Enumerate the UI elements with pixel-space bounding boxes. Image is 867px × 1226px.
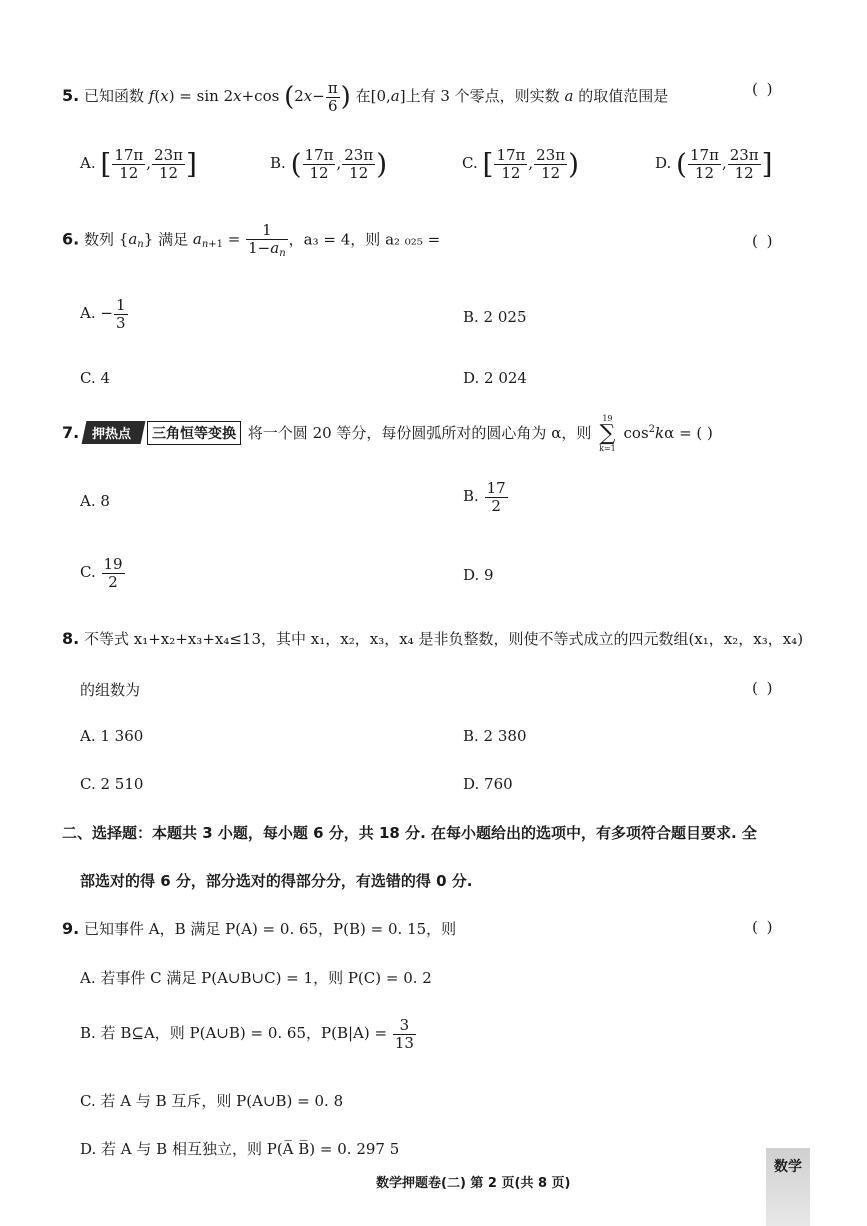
topic-tag: 三角恒等变换	[147, 421, 241, 445]
q8-option-d: D. 760	[463, 775, 513, 793]
stem-mid: 满足	[158, 230, 189, 249]
q8-option-c: C. 2 510	[80, 775, 144, 793]
summation-symbol: 19 ∑ k=1	[599, 414, 616, 453]
question-8-stem-line2: 的组数为	[80, 681, 141, 699]
q9-option-d: D. 若 A 与 B 相互独立，则 P(A̅ B̅) = 0. 297 5	[80, 1140, 400, 1158]
question-8-stem	[62, 628, 803, 649]
section-2-heading-line2: 部选对的得 6 分，部分选对的得部分分，有选错的得 0 分.	[80, 872, 473, 890]
question-9-stem	[62, 918, 456, 939]
q5-option-b: B. ( $\frac{17\pi}{12}$ , $\frac{23\pi}{12}$ )	[270, 146, 388, 182]
page-footer: 数学押题卷(二) 第 2 页(共 8 页)	[376, 1176, 571, 1191]
question-7-stem	[62, 415, 713, 453]
stem-text: 将一个圆 20 等分，每份圆弧所对的圆心角为 α，则	[247, 424, 592, 442]
subject-tab: 数学	[766, 1148, 810, 1226]
stem-tail: = ( )	[679, 424, 713, 442]
q7-option-d: D. 9	[463, 566, 494, 584]
q9-option-c: C. 若 A 与 B 互斥，则 P(A∪B) = 0. 8	[80, 1092, 344, 1110]
q7-option-a: A. 8	[80, 492, 110, 510]
stem-tail: 的取值范围是	[578, 87, 669, 105]
q5-option-a: A. [ $\frac{17\pi}{12}$ , $\frac{23\pi}{12}$ ]	[80, 146, 197, 182]
function-expression: f(x) = sin 2x+cos (2x− $\frac{\pi}{6}$ )	[148, 79, 351, 115]
stem-suffix: ]上有 3 个零点，则实数	[399, 87, 560, 105]
sum-expression: $\cos^2k\alpha$	[623, 424, 675, 442]
q9-option-a: A. 若事件 C 满足 P(A∪B∪C) = 1，则 P(C) = 0. 2	[80, 969, 432, 987]
q7-option-c: C. $\frac{19}{2}$	[80, 555, 123, 591]
hot-topic-tag: 押热点	[82, 421, 146, 444]
q7-option-b: B. $\frac{17}{2}$	[463, 479, 506, 515]
q8-option-b: B. 2 380	[463, 727, 527, 745]
question-number: 9.	[62, 919, 80, 938]
q6-option-c: C. 4	[80, 369, 111, 387]
stem-text: 已知事件 A，B 满足 P(A) = 0. 65，P(B) = 0. 15，则	[84, 920, 457, 938]
stem-prefix: 已知函数	[84, 87, 145, 105]
q5-option-c: C. [ $\frac{17\pi}{12}$ , $\frac{23\pi}{12}$ )	[462, 146, 580, 182]
q6-option-d: D. 2 024	[463, 369, 527, 387]
answer-paren: ( )	[752, 232, 775, 250]
answer-paren: ( )	[752, 918, 775, 936]
q5-option-d: D. ( $\frac{17\pi}{12}$ , $\frac{23\pi}{12}$ ]	[655, 146, 773, 182]
stem-tail: a₂ ₀₂₅ =	[385, 230, 441, 249]
recurrence-formula: $a_{n+1}$ = $\frac{1}{1-a_n}$	[192, 221, 286, 259]
section-2-heading: 二、选择题：本题共 3 小题，每小题 6 分，共 18 分. 在每小题给出的选项中，有多项符合题目要求. 全	[62, 824, 757, 842]
q6-option-a: A. − $\frac{1}{3}$	[80, 296, 126, 332]
question-number: 8.	[62, 629, 80, 648]
stem-text: 不等式 x₁+x₂+x₃+x₄≤13，其中 x₁，x₂，x₃，x₄ 是非负整数，则使不等式成立的四元数组(x₁，x₂，x₃，x₄)	[84, 630, 804, 648]
stem-condition: ，a₃ = 4，则	[288, 230, 381, 249]
q6-option-b: B. 2 025	[463, 308, 527, 326]
question-5-stem: 5. 已知函数 f(x) = sin 2x+cos (2x− $\frac{\pi}{6}$ ) 在[0,a]上有 3 个零点，则实数 a 的取值范围是	[62, 79, 669, 115]
answer-paren: ( )	[752, 80, 775, 98]
answer-paren: ( )	[752, 679, 775, 697]
stem-mid: 在[0,	[355, 87, 391, 105]
q9-option-b: B. 若 B⊆A，则 P(A∪B) = 0. 65，P(B|A) = $\frac{3}{13}$	[80, 1016, 414, 1052]
question-number: 7.	[62, 423, 80, 442]
question-number: 5.	[62, 86, 80, 105]
stem-prefix: 数列	[84, 230, 115, 249]
q8-option-a: A. 1 360	[80, 727, 144, 745]
question-6-stem	[62, 222, 440, 259]
question-number: 6.	[62, 229, 80, 249]
sequence-symbol: $\{a_n\}$	[118, 230, 154, 251]
